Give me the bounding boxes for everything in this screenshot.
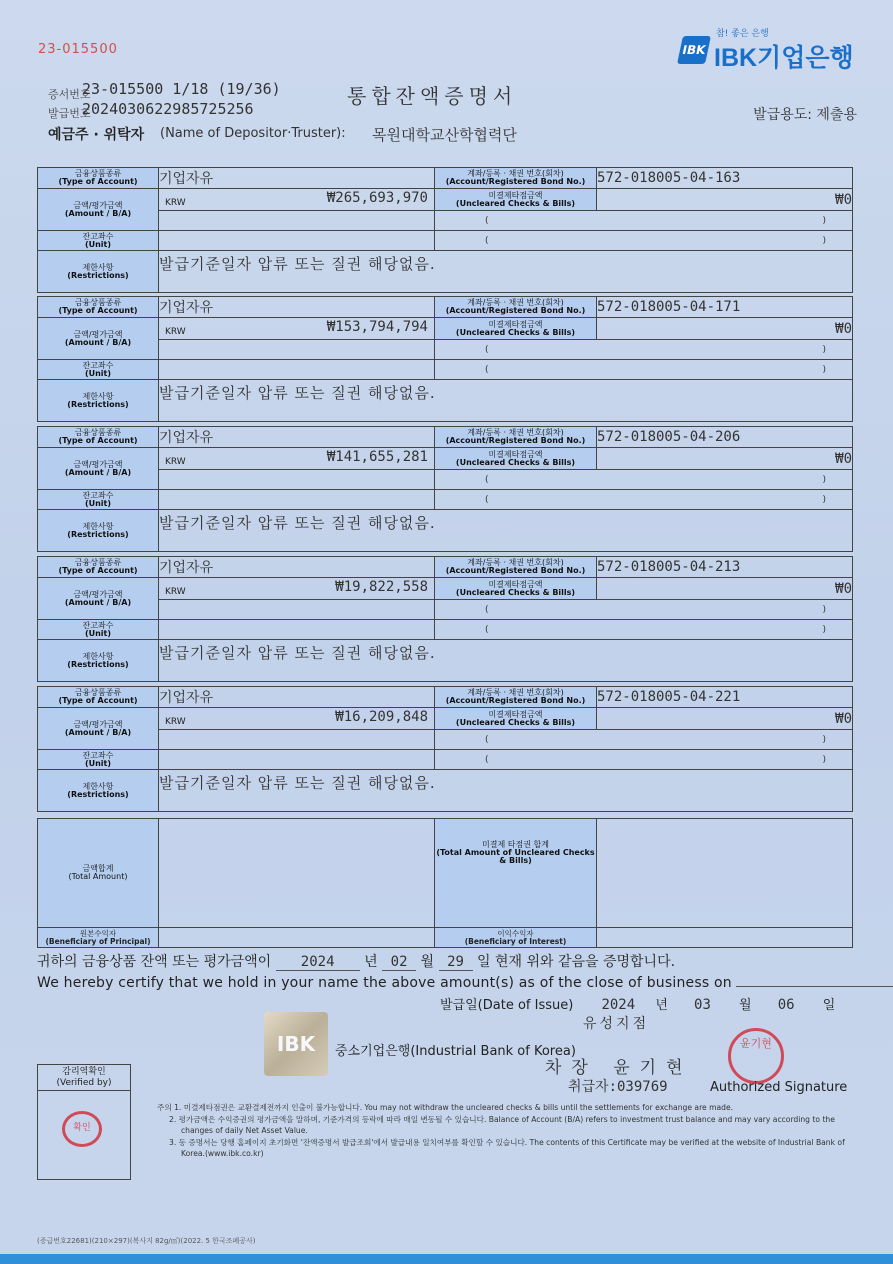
account-block: [37, 296, 853, 422]
amount-extra: [159, 470, 435, 490]
amount-extra: [159, 600, 435, 620]
handler-id: 취급자:039769: [568, 1079, 668, 1095]
type-of-account-label: 금융상품종류 (Type of Account): [38, 687, 159, 708]
uncleared-total-value: [597, 819, 853, 928]
verified-by-label: 감리역확인 (Verified by): [38, 1065, 130, 1091]
unit-paren: ( ): [435, 490, 853, 510]
uncleared-value: ₩0: [597, 708, 853, 730]
type-of-account-value: 기업자유: [159, 687, 435, 708]
amount-cell: KRW ₩16,209,848: [159, 708, 435, 730]
type-of-account-label: 금융상품종류 (Type of Account): [38, 427, 159, 448]
total-amount-value: [159, 819, 435, 928]
amount-value: ₩19,822,558: [335, 579, 428, 595]
uncleared-label: 미결제타점금액 (Uncleared Checks & Bills): [435, 189, 597, 211]
beneficiary-interest-label: 이익수익자 (Beneficiary of Interest): [435, 928, 597, 948]
account-block: [37, 167, 853, 293]
total-amount-label: 금액합계 (Total Amount): [38, 819, 159, 928]
restrictions-value: 발급기준일자 압류 또는 질권 해당없음.: [159, 770, 853, 812]
notes: [145, 1102, 857, 1160]
uncleared-label: 미결제타점금액 (Uncleared Checks & Bills): [435, 708, 597, 730]
logo-slogan: 참! 좋은 은행: [716, 29, 769, 39]
bottom-bar: [0, 1254, 893, 1264]
amount-label: 금액/평가금액 (Amount / B/A): [38, 318, 159, 360]
restrictions-value: 발급기준일자 압류 또는 질권 해당없음.: [159, 251, 853, 293]
account-no-label: 계좌/등록 · 채권 번호(회차) (Account/Registered Bond No.): [435, 557, 597, 578]
official-seal-icon: 윤기현: [728, 1028, 784, 1084]
type-of-account-label: 금융상품종류 (Type of Account): [38, 557, 159, 578]
unit-label: 잔고좌수 (Unit): [38, 750, 159, 770]
amount-extra: [159, 730, 435, 750]
amount-value: ₩16,209,848: [335, 709, 428, 725]
note-3: 3. 동 증명서는 당행 홈페이지 초기화면 '잔액증명서 발급조회'에서 발급내용 일치여부를 확인할 수 있습니다. The contents of this Certificate may be verified at the website of Industrial Bank of Korea.(www.ibk.co.kr): [169, 1137, 845, 1158]
logo-text: IBK기업은행: [714, 44, 854, 72]
authorized-signature: Authorized Signature: [710, 1080, 848, 1095]
document-title: 통합잔액증명서: [347, 84, 518, 108]
officer-name: 차장 윤기현: [545, 1058, 693, 1078]
account-no-label: 계좌/등록 · 채권 번호(회차) (Account/Registered Bond No.): [435, 168, 597, 189]
type-of-account-value: 기업자유: [159, 427, 435, 448]
issue-no-label: 발급번호: [48, 107, 91, 120]
amount-cell: KRW ₩265,693,970: [159, 189, 435, 211]
note-2: 2. 평가금액은 수익증권의 평가금액을 말하며, 기준가격의 등락에 따라 매일 변동될 수 있습니다. Balance of Account (B/A) refers to investment trust balance and may vary according to the changes of daily Net Asset Value.: [169, 1114, 835, 1135]
unit-label: 잔고좌수 (Unit): [38, 360, 159, 380]
certify-month: 02: [382, 954, 416, 971]
ibk-logo-mark-icon: IBK: [677, 36, 711, 64]
uncleared-label: 미결제타점금액 (Uncleared Checks & Bills): [435, 318, 597, 340]
amount-extra: [159, 211, 435, 231]
total-table: [37, 818, 853, 948]
cert-no-label: 증서번호: [48, 88, 91, 101]
footer-print-info: (증급번호22681)(210×297)(복사지 82g/㎡)(2022. 5 한국조폐공사): [37, 1237, 256, 1245]
account-number: 572-018005-04-213: [597, 557, 853, 578]
uncleared-total-label: 미결제 타점권 합계 (Total Amount of Uncleared Checks & Bills): [435, 819, 597, 928]
amount-value: ₩141,655,281: [326, 449, 428, 465]
amount-extra: [159, 340, 435, 360]
depositor-label-en: (Name of Depositor·Truster):: [160, 126, 346, 141]
amount-paren: ( ): [435, 340, 853, 360]
note-1: 주의 1. 미결제타점권은 교환결제전까지 인출이 불가능합니다. You may not withdraw the uncleared checks & bills until the settlements for exchange are made.: [157, 1103, 734, 1112]
unit-paren: ( ): [435, 620, 853, 640]
type-of-account-label: 금융상품종류 (Type of Account): [38, 297, 159, 318]
type-of-account-value: 기업자유: [159, 297, 435, 318]
restrictions-label: 제한사항 (Restrictions): [38, 510, 159, 552]
depositor-label: 예금주 · 위탁자: [48, 127, 145, 143]
account-number: 572-018005-04-221: [597, 687, 853, 708]
amount-label: 금액/평가금액 (Amount / B/A): [38, 189, 159, 231]
amount-paren: ( ): [435, 600, 853, 620]
unit-label: 잔고좌수 (Unit): [38, 231, 159, 251]
amount-label: 금액/평가금액 (Amount / B/A): [38, 578, 159, 620]
issue-month: 03: [694, 997, 711, 1013]
type-of-account-value: 기업자유: [159, 557, 435, 578]
issue-day: 06: [777, 997, 795, 1013]
uncleared-value: ₩0: [597, 448, 853, 470]
unit-label: 잔고좌수 (Unit): [38, 490, 159, 510]
restrictions-value: 발급기준일자 압류 또는 질권 해당없음.: [159, 380, 853, 422]
restrictions-label: 제한사항 (Restrictions): [38, 640, 159, 682]
amount-value: ₩265,693,970: [326, 190, 428, 206]
amount-value: ₩153,794,794: [326, 319, 428, 335]
beneficiary-principal-value: [159, 928, 435, 948]
amount-label: 금액/평가금액 (Amount / B/A): [38, 708, 159, 750]
restrictions-value: 발급기준일자 압류 또는 질권 해당없음.: [159, 510, 853, 552]
uncleared-label: 미결제타점금액 (Uncleared Checks & Bills): [435, 578, 597, 600]
unit-value: [159, 231, 435, 251]
unit-paren: ( ): [435, 750, 853, 770]
account-number: 572-018005-04-171: [597, 297, 853, 318]
uncleared-value: ₩0: [597, 578, 853, 600]
bank-name: 중소기업은행(Industrial Bank of Korea): [335, 1044, 576, 1059]
account-no-label: 계좌/등록 · 채권 번호(회차) (Account/Registered Bond No.): [435, 427, 597, 448]
amount-paren: ( ): [435, 211, 853, 231]
depositor-name: 목원대학교산학협력단: [372, 126, 517, 144]
unit-label: 잔고좌수 (Unit): [38, 620, 159, 640]
amount-label: 금액/평가금액 (Amount / B/A): [38, 448, 159, 490]
issue-purpose: 발급용도: 제출용: [753, 107, 857, 123]
restrictions-value: 발급기준일자 압류 또는 질권 해당없음.: [159, 640, 853, 682]
serial-number-red: 23-015500: [38, 42, 118, 57]
account-number: 572-018005-04-206: [597, 427, 853, 448]
certify-day: 29: [439, 954, 473, 971]
account-no-label: 계좌/등록 · 채권 번호(회차) (Account/Registered Bond No.): [435, 297, 597, 318]
amount-cell: KRW ₩19,822,558: [159, 578, 435, 600]
cert-no-value: 23-015500 1/18 (19/36): [82, 80, 281, 98]
uncleared-value: ₩0: [597, 318, 853, 340]
certify-year: 2024: [276, 954, 360, 971]
unit-paren: ( ): [435, 360, 853, 380]
type-of-account-value: 기업자유: [159, 168, 435, 189]
account-block: [37, 556, 853, 682]
account-no-label: 계좌/등록 · 채권 번호(회차) (Account/Registered Bond No.): [435, 687, 597, 708]
unit-value: [159, 490, 435, 510]
restrictions-label: 제한사항 (Restrictions): [38, 251, 159, 293]
amount-cell: KRW ₩153,794,794: [159, 318, 435, 340]
hologram-icon: IBK: [264, 1012, 328, 1076]
beneficiary-principal-label: 원본수익자 (Beneficiary of Principal): [38, 928, 159, 948]
verified-by-box: [37, 1064, 131, 1180]
account-block: [37, 426, 853, 552]
uncleared-value: ₩0: [597, 189, 853, 211]
restrictions-label: 제한사항 (Restrictions): [38, 380, 159, 422]
amount-paren: ( ): [435, 470, 853, 490]
type-of-account-label: 금융상품종류 (Type of Account): [38, 168, 159, 189]
unit-value: [159, 620, 435, 640]
amount-cell: KRW ₩141,655,281: [159, 448, 435, 470]
restrictions-label: 제한사항 (Restrictions): [38, 770, 159, 812]
beneficiary-interest-value: [597, 928, 853, 948]
uncleared-label: 미결제타점금액 (Uncleared Checks & Bills): [435, 448, 597, 470]
issue-no-value: 2024030622985725256: [82, 100, 254, 118]
branch-name: 유성지점: [583, 1016, 650, 1032]
account-block: [37, 686, 853, 812]
unit-value: [159, 360, 435, 380]
unit-paren: ( ): [435, 231, 853, 251]
ibk-logo: [680, 26, 855, 71]
issue-date: 발급일(Date of Issue) 2024 년 03 월 06 일: [440, 997, 836, 1013]
verify-stamp-icon: 확인: [62, 1111, 102, 1147]
amount-paren: ( ): [435, 730, 853, 750]
account-number: 572-018005-04-163: [597, 168, 853, 189]
certify-statement-kr: 귀하의 금융상품 잔액 또는 평가금액이 2024 년 02 월 29 일 현재 위와 같음을 증명합니다.: [37, 954, 676, 970]
issue-year: 2024: [601, 997, 636, 1013]
certify-statement-en: We hereby certify that we hold in your name the above amount(s) as of the close of business on: [37, 975, 893, 991]
unit-value: [159, 750, 435, 770]
